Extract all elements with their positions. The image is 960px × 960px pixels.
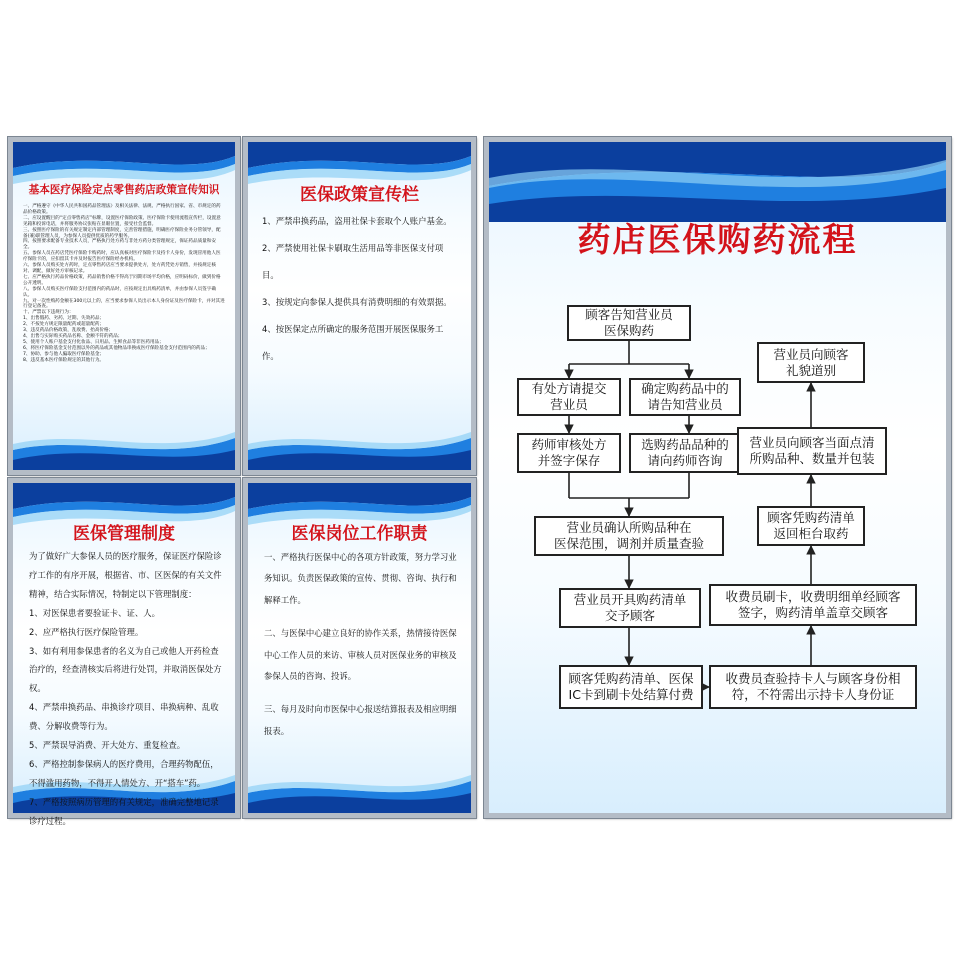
flow-step-check-items: 营业员向顾客当面点清 所购品种、数量并包装 bbox=[737, 427, 887, 475]
paragraph: 1、出售假药、劣药、过期、失效药品； bbox=[23, 316, 105, 322]
publicity-poster bbox=[243, 137, 476, 475]
paragraph: 四、按照要求配备专业技术人员，严格执行处方药与非处方药分类管理规定，保证药品质量和安全。 bbox=[23, 239, 216, 251]
poster-title: 医保政策宣传栏 bbox=[300, 185, 419, 205]
paragraph: 3、如有利用参保患者的名义为自己或他人开药检查治疗的，经查清核实后将进行处罚，并取消医保处方权。 bbox=[29, 645, 222, 694]
paragraph: 为了做好广大参保人员的医疗服务，保证医疗保险诊疗工作的有序开展，根据省、市、区医保的有关文件精神，结合实际情况，特制定以下管理制度： bbox=[29, 551, 222, 599]
paragraph: 5、使用个人账户基金支付化妆品、日用品、生鲜食品等非医药用品； bbox=[23, 339, 164, 345]
paragraph: 1、对医保患者要验证卡、证、人。 bbox=[29, 607, 160, 618]
paragraph: 九、对一次性购药金额在300元以上的，应当要求参保人员出示本人身份证及医疗保险卡，并对其进行登记备查。 bbox=[23, 298, 225, 310]
paragraph: 4、按医保定点所确定的服务范围开展医保服务工作。 bbox=[262, 324, 444, 361]
poster-title: 医保岗位工作职责 bbox=[291, 524, 428, 544]
flow-step-pay: 顾客凭购药清单、医保 IC卡到刷卡处结算付费 bbox=[559, 665, 703, 709]
flow-step-confirm-coverage: 营业员确认所购品种在 医保范围，调剂并质量查验 bbox=[534, 516, 724, 556]
flow-step-inform: 顾客告知营业员 医保购药 bbox=[567, 305, 691, 341]
paragraph: 三、每月及时向市医保中心报送结算报表及相应明细报表。 bbox=[264, 704, 457, 736]
flow-step-with-prescription: 有处方请提交 营业员 bbox=[517, 378, 621, 416]
paragraph: 4、出售与实际购买药品名称、金额不符的药品； bbox=[23, 333, 123, 339]
paragraph: 4、严禁串换药品、串换诊疗项目、串换病种、乱收费、分解收费等行为。 bbox=[29, 702, 219, 732]
purchase-flow-poster bbox=[484, 137, 951, 818]
paragraph: 1、严禁串换药品，盗用社保卡套取个人账户基金。 bbox=[262, 216, 452, 226]
poster-body bbox=[29, 547, 223, 831]
poster-body bbox=[262, 208, 459, 370]
flow-step-verify-identity: 收费员查验持卡人与顾客身份相 符，不符需出示持卡人身份证 bbox=[709, 665, 917, 709]
bottom-wave-decoration bbox=[248, 420, 471, 470]
paragraph: 5、严禁误导消费、开大处方、重复检查。 bbox=[29, 740, 186, 751]
paragraph: 7、严格按照病历管理的有关规定，准确完整地记录诊疗过程。 bbox=[29, 796, 219, 826]
poster-title: 药店医保购药流程 bbox=[577, 220, 858, 259]
flow-step-consult-pharmacist: 选购药品品种的 请向药师咨询 bbox=[629, 433, 741, 473]
paragraph: 6、将医疗保险基金支付范围以外的药品或其他物品串换成医疗保险基金支付范围内的药品； bbox=[23, 345, 210, 351]
paragraph: 八、参保人员购买医疗保险支付范围内的药品时，应按规定出具购药清单，并由参保人员签字确认。 bbox=[23, 286, 216, 298]
paragraph: 3、违反药品价格政策，乱收费、抬高价格； bbox=[23, 328, 114, 334]
flow-step-no-prescription: 确定购药品中的 请告知营业员 bbox=[629, 378, 741, 416]
flow-step-pharmacist-review: 药师审核处方 并签字保存 bbox=[517, 433, 621, 473]
flow-step-farewell: 营业员向顾客 礼貌道别 bbox=[757, 342, 865, 383]
poster-title: 医保管理制度 bbox=[73, 524, 175, 544]
paragraph: 五、参保人员在药店凭医疗保险卡购药时，应认真核对医疗保险卡及持卡人身份，发现冒用他人医疗保险卡的，应扣留其卡并及时报告医疗保险经办机构。 bbox=[23, 251, 221, 263]
paragraph: 十、严禁以下违规行为： bbox=[23, 310, 74, 316]
paragraph: 六、参保人员购买处方药时，定点零售药店应当要求提供处方，处方药凭处方销售，并按规定核对、调配，做好处方审核记录。 bbox=[23, 263, 216, 274]
paragraph: 6、严格控制参保病人的医疗费用，合理药物配伍，不得滥用药物，不得开人情处方、开“搭车”药。 bbox=[29, 758, 219, 788]
paragraph: 二、与医保中心建立良好的协作关系，热情接待医保中心工作人员的来访、审核人员对医保业务的审核及参保人员的咨询、投诉。 bbox=[264, 628, 457, 682]
paragraph: 一、严格执行医保中心的各项方针政策，努力学习业务知识。负责医保政策的宣传、贯彻、咨询、执行和解释工作。 bbox=[264, 552, 457, 605]
management-poster bbox=[8, 478, 240, 826]
flow-step-return-counter: 顾客凭购药清单 返回柜台取药 bbox=[757, 506, 865, 546]
paragraph: 2、不按处方规定限量配药或超量配药； bbox=[23, 322, 105, 328]
bottom-wave-decoration bbox=[13, 420, 235, 470]
duties-poster bbox=[243, 478, 476, 818]
poster-body bbox=[23, 204, 225, 363]
paragraph: 二、应设置醒目的“定点零售药店”标牌，设置医疗保险政策、医疗保险卡使用流程宣传栏，设置意见箱和投诉电话，并将服务协议张贴在显眼位置，接受社会监督。 bbox=[23, 215, 221, 227]
paragraph: 3、按规定向参保人提供具有消费明细的有效票据。 bbox=[262, 297, 452, 307]
poster-title: 基本医疗保险定点零售药店政策宣传知识 bbox=[28, 184, 220, 196]
paragraph: 8、违反基本医疗保险规定的其他行为。 bbox=[23, 357, 105, 363]
paragraph: 7、协助、参与他人骗取医疗保险基金； bbox=[23, 351, 105, 357]
paragraph: 三、按照医疗保险的有关规定制定内部管理制度，完善管理措施，明确医疗保险业务分管领导，配备(兼)职管理人员，为参保人员提供优质的药学服务。 bbox=[23, 227, 221, 239]
paragraph: 2、应严格执行医疗保险管理。 bbox=[29, 626, 144, 637]
poster-body bbox=[264, 547, 459, 742]
policy-knowledge-poster bbox=[8, 137, 240, 475]
flow-step-issue-list: 营业员开具购药清单 交予顾客 bbox=[559, 588, 701, 628]
paragraph: 七、应严格执行药品价格政策，药品销售价格不得高于同期市场平均价格，应明码标价，做到价格公开透明。 bbox=[23, 274, 221, 286]
paragraph: 2、严禁使用社保卡刷取生活用品等非医保支付项目。 bbox=[262, 243, 444, 280]
paragraph: 一、严格遵守《中华人民共和国药品管理法》及相关法律、法规、严格执行国家、省、市规定的药品价格政策。 bbox=[23, 204, 221, 215]
bottom-wave-decoration bbox=[248, 763, 471, 813]
flow-step-swipe-card: 收费员刷卡，收费明细单经顾客 签字，购药清单盖章交顾客 bbox=[709, 584, 917, 626]
